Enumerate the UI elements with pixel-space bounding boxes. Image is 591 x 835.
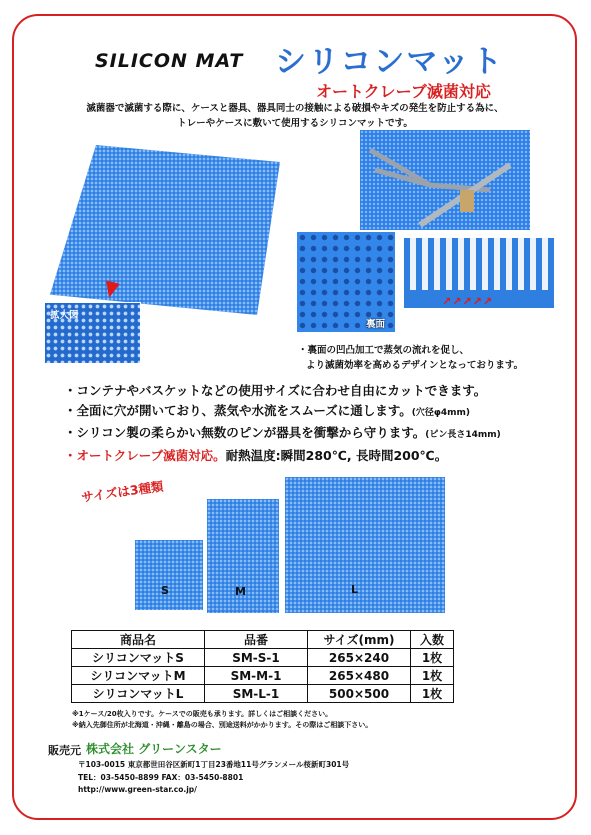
table-header-row [72, 631, 454, 649]
notes [72, 709, 372, 731]
feature-item: ・全面に穴が開いており、蒸気や水流をスムーズに通します。(穴径φ4mm) [64, 402, 471, 418]
col-header: 品番 [205, 631, 308, 649]
feature-list [64, 381, 501, 465]
table-row: シリコンマットS SM-S-1 265×240 1枚 [72, 649, 454, 667]
intro-text [30, 101, 560, 131]
website-link[interactable]: http://www.green-star.co.jp/ [78, 785, 197, 794]
instruments-icon [360, 130, 530, 230]
note-line: ※1ケース/20枚入りです。ケースでの販売も承ります。詳しくはご相談ください。 [72, 710, 333, 718]
back-note [298, 343, 523, 373]
table-row: シリコンマットM SM-M-1 265×480 1枚 [72, 667, 454, 685]
subtitle: オートクレーブ滅菌対応 [316, 82, 491, 101]
zoom-label: 拡大図 [50, 310, 79, 321]
tools-photo [360, 130, 530, 230]
table-row: シリコンマットL SM-L-1 500×500 1枚 [72, 685, 454, 703]
size-letter: L [351, 583, 359, 596]
mat-photo [50, 145, 280, 315]
feature-item: ・コンテナやバスケットなどの使用サイズに合わせ自由にカットできます。 [64, 383, 487, 398]
col-header: 商品名 [72, 631, 205, 649]
mat-size-l [285, 477, 445, 613]
address: 〒103-0015 東京都世田谷区新町1丁目23番地11号グランメール桜新町301号 [78, 760, 350, 769]
col-header: 入数 [411, 631, 454, 649]
airflow-arrows-icon: ↗↗↗↗↗ [442, 295, 494, 308]
seller-label: 販売元 [48, 744, 81, 757]
mat-size-m [207, 499, 279, 613]
feature-item: ・シリコン製の柔らかい無数のピンが器具を衝撃から守ります。(ピン長さ14mm) [64, 425, 501, 440]
back-note-line: ・裏面の凹凸加工で蒸気の流れを促し、 [298, 345, 470, 356]
feature-item: ・オートクレーブ滅菌対応。耐熱温度:瞬間280℃, 長時間200℃。 [64, 447, 448, 463]
company-name: 株式会社 グリーンスター [86, 742, 222, 756]
intro-line: トレーやケースに敷いて使用するシリコンマットです。 [177, 118, 413, 129]
spec-table [71, 630, 454, 703]
phone-fax: TEL：03-5450-8899 FAX：03-5450-8801 [78, 772, 244, 782]
seller-contact [78, 759, 349, 797]
size-letter: M [235, 585, 246, 598]
intro-line: 滅菌器で滅菌する際に、ケースと器具、器具同士の接触による破損やキズの発生を防止する為に、 [86, 103, 504, 114]
sizes-label: サイズは3種類 [80, 478, 165, 505]
col-header: サイズ(mm) [308, 631, 411, 649]
back-label: 裏面 [366, 319, 386, 330]
title-english: SILICON MAT [95, 50, 244, 72]
title-japanese: シリコンマット [275, 44, 505, 80]
note-line: ※納入先御住所が北海道・沖縄・離島の場合、別途送料がかかります。その際はご相談下さい。 [72, 721, 373, 729]
mat-size-s [135, 540, 203, 610]
back-note-line: より滅菌効率を高めるデザインとなっております。 [306, 360, 524, 371]
size-letter: S [161, 584, 169, 597]
